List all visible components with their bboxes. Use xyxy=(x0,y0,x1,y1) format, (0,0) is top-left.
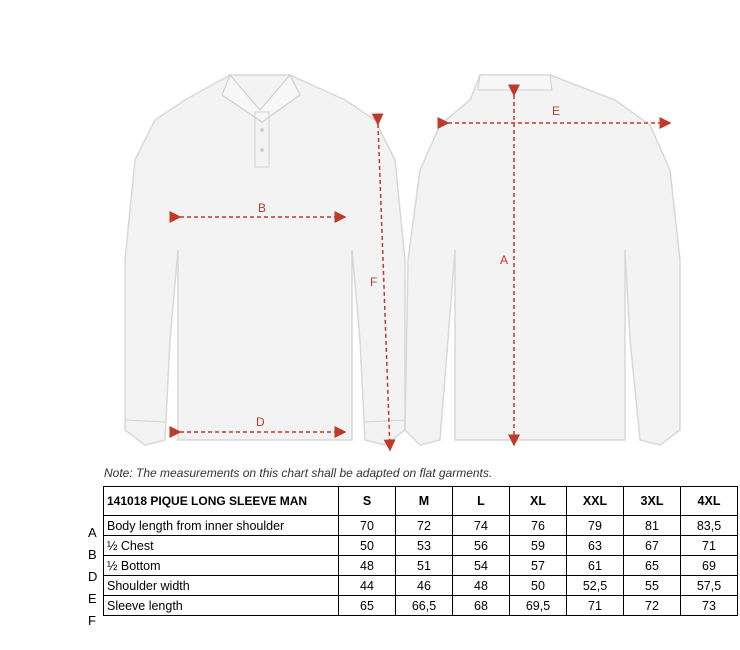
row-letter: A xyxy=(88,525,97,540)
label-f: F xyxy=(370,275,378,289)
cell: 73 xyxy=(681,596,738,616)
size-header: XL xyxy=(510,487,567,516)
cell: 50 xyxy=(339,536,396,556)
measurement-note: Note: The measurements on this chart shall be adapted on flat garments. xyxy=(104,466,493,480)
cell: 68 xyxy=(453,596,510,616)
label-d: D xyxy=(256,415,265,429)
cell: 56 xyxy=(453,536,510,556)
cell: 57 xyxy=(510,556,567,576)
table-header-row xyxy=(104,487,738,516)
cell: 72 xyxy=(624,596,681,616)
cell: 69 xyxy=(681,556,738,576)
cell: 50 xyxy=(510,576,567,596)
cell: 67 xyxy=(624,536,681,556)
cell: 71 xyxy=(681,536,738,556)
cell: 51 xyxy=(396,556,453,576)
cell: 46 xyxy=(396,576,453,596)
row-letter: E xyxy=(88,591,97,606)
back-shirt xyxy=(405,75,680,445)
cell: 71 xyxy=(567,596,624,616)
cell: 63 xyxy=(567,536,624,556)
cell: 55 xyxy=(624,576,681,596)
row-label: ½ Bottom xyxy=(104,556,339,576)
label-a: A xyxy=(500,253,509,267)
cell: 65 xyxy=(624,556,681,576)
cell: 72 xyxy=(396,516,453,536)
row-label: ½ Chest xyxy=(104,536,339,556)
label-b: B xyxy=(258,201,267,215)
table-row xyxy=(104,556,738,576)
product-title: 141018 PIQUE LONG SLEEVE MAN xyxy=(104,487,339,516)
cell: 48 xyxy=(453,576,510,596)
table-row xyxy=(104,536,738,556)
size-header: 3XL xyxy=(624,487,681,516)
row-letter: F xyxy=(88,613,96,628)
cell: 70 xyxy=(339,516,396,536)
row-letters xyxy=(88,522,97,632)
cell: 83,5 xyxy=(681,516,738,536)
cell: 74 xyxy=(453,516,510,536)
cell: 76 xyxy=(510,516,567,536)
cell: 59 xyxy=(510,536,567,556)
cell: 52,5 xyxy=(567,576,624,596)
row-letter: D xyxy=(88,569,98,584)
table-row xyxy=(104,516,738,536)
table-row xyxy=(104,576,738,596)
size-header: S xyxy=(339,487,396,516)
row-label: Sleeve length xyxy=(104,596,339,616)
label-e: E xyxy=(552,104,561,118)
cell: 53 xyxy=(396,536,453,556)
cell: 48 xyxy=(339,556,396,576)
front-shirt xyxy=(125,75,405,445)
size-chart-table xyxy=(103,486,738,616)
size-header: L xyxy=(453,487,510,516)
row-letter: B xyxy=(88,547,97,562)
row-label: Body length from inner shoulder xyxy=(104,516,339,536)
size-header: XXL xyxy=(567,487,624,516)
cell: 54 xyxy=(453,556,510,576)
cell: 69,5 xyxy=(510,596,567,616)
cell: 44 xyxy=(339,576,396,596)
cell: 61 xyxy=(567,556,624,576)
cell: 81 xyxy=(624,516,681,536)
cell: 65 xyxy=(339,596,396,616)
cell: 66,5 xyxy=(396,596,453,616)
row-label: Shoulder width xyxy=(104,576,339,596)
size-header: M xyxy=(396,487,453,516)
cell: 79 xyxy=(567,516,624,536)
table-row xyxy=(104,596,738,616)
size-header: 4XL xyxy=(681,487,738,516)
cell: 57,5 xyxy=(681,576,738,596)
